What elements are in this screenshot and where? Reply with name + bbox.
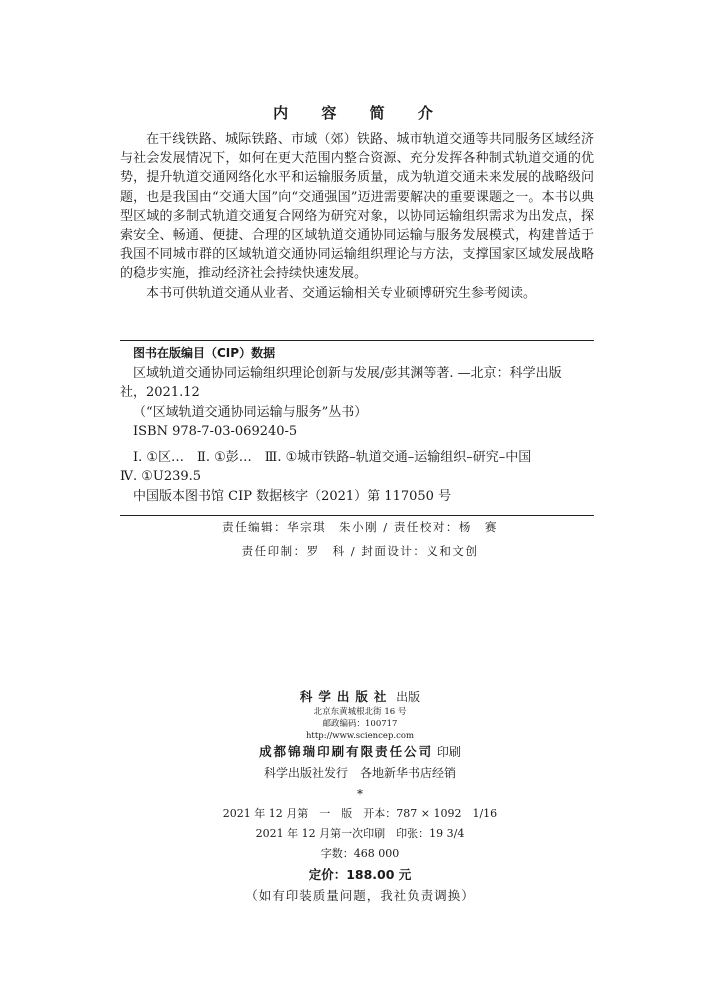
credits-block: [0, 518, 720, 561]
cip-line: 区域轨道交通协同运输组织理论创新与发展/彭其渊等著. —北京：科学出版: [133, 365, 562, 381]
publisher-name: 科学出版社: [299, 689, 393, 704]
distribution: 科学出版社发行 各地新华书店经销: [263, 766, 456, 780]
cip-bottom-rule: [120, 515, 594, 516]
printer-suffix: 印刷: [436, 745, 461, 759]
publisher-website: http://www.sciencep.com: [305, 731, 415, 741]
intro-paragraph-2: 本书可供轨道交通从业者、交通运输相关专业硕博研究生参考阅读。: [146, 285, 537, 301]
price: 定价：188.00 元: [308, 867, 412, 882]
publisher-block: [0, 688, 720, 906]
cip-block: [120, 344, 594, 506]
cip-line: ISBN 978-7-03-069240-5: [133, 424, 298, 439]
edition-info: 2021 年 12 月第 一 版 开本：787 × 1092 1/16: [222, 807, 498, 820]
cip-record: 中国版本图书馆 CIP 数据核字（2021）第 117050 号: [133, 488, 452, 504]
publisher-address: 北京东黄城根北街 16 号: [313, 707, 407, 717]
cip-top-rule: [120, 340, 594, 341]
page-title: 内 容 简 介: [273, 104, 447, 122]
separator-star: *: [357, 787, 363, 801]
cip-heading: 图书在版编目（CIP）数据: [133, 346, 276, 360]
credits-production: 责任印制：罗 科 / 封面设计：义和文创: [241, 544, 479, 558]
quality-notice: （如有印装质量问题，我社负责调换）: [245, 888, 475, 903]
cip-line: （“区域轨道交通协同运输与服务”丛书）: [133, 404, 368, 420]
credits-editors: 责任编辑：华宗琪 朱小刚 / 责任校对：杨 赛: [222, 520, 498, 534]
word-count: 字数：468 000: [320, 847, 400, 860]
intro-section: [120, 130, 594, 303]
cip-class-line: Ⅰ. ①区… Ⅱ. ①彭… Ⅲ. ①城市铁路–轨道交通–运输组织–研究–中国: [133, 449, 532, 465]
intro-paragraph-1: 在干线铁路、城际铁路、市域（郊）铁路、城市轨道交通等共同服务区域经济与社会发展情况下，如何在更大范围内整合资源、充分发挥各种制式轨道交通的优势，提升轨道交通网络化水平和运输服务质量，成为轨道交通未来发展的战略级问题，也是我国由“交通大国”向“交通强国”迈进需要解决的重要课题之一。本书以典型区域的多制式轨道交通复合网络为研究对象，以协同运输组织需求为出发点，探索安全、畅通、便捷、合理的区域轨道交通协同运输与服务发展模式，构建普适于我国不同城市群的区域轨道交通协同运输组织理论与方法，支撑国家区域发展战略的稳步实施，推动经济社会持续快速发展。: [120, 132, 594, 282]
publisher-suffix: 出版: [396, 690, 421, 704]
printer-name: 成都锦瑞印刷有限责任公司: [259, 744, 434, 759]
publisher-postcode: 邮政编码：100717: [322, 719, 398, 729]
printing-info: 2021 年 12 月第一次印刷 印张：19 3/4: [255, 827, 465, 840]
cip-line: 社，2021.12: [120, 385, 200, 400]
cip-class-line: Ⅳ. ①U239.5: [120, 469, 202, 484]
